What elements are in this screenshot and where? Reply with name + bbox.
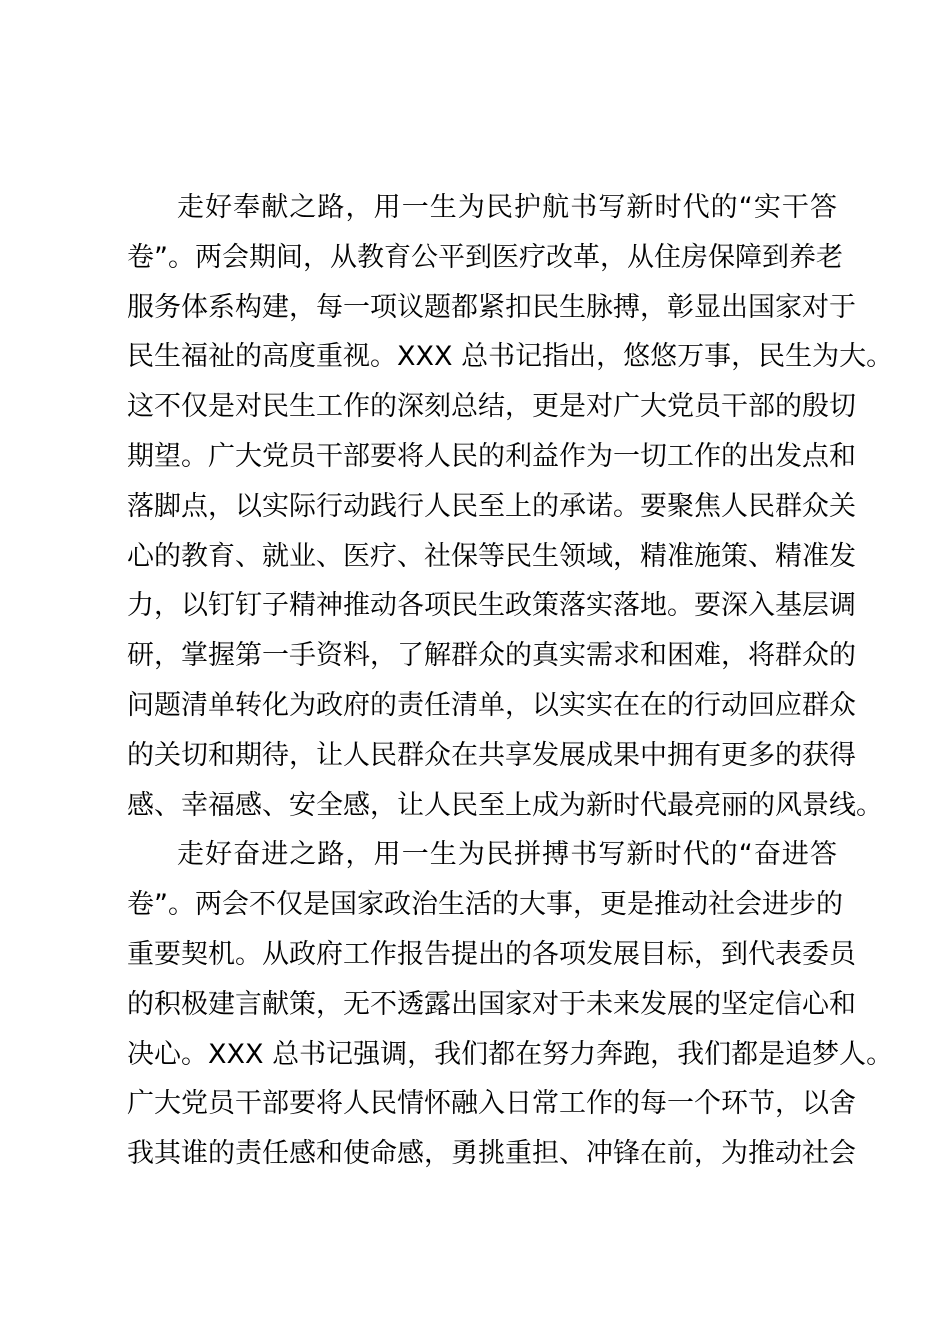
- text-line: 卷”。两会不仅是国家政治生活的大事，更是推动社会进步的: [127, 889, 843, 921]
- text-line: 重要契机。从政府工作报告提出的各项发展目标，到代表委员: [127, 938, 856, 970]
- text-line: 这不仅是对民生工作的深刻总结，更是对广大党员干部的殷切: [127, 391, 856, 423]
- paragraph-1: [127, 183, 894, 830]
- text-line: 落脚点，以实际行动践行人民至上的承诺。要聚焦人民群众关: [127, 490, 856, 522]
- body-text: [127, 183, 894, 1179]
- text-line: 力，以钉钉子精神推动各项民生政策落实落地。要深入基层调: [127, 590, 856, 622]
- text-line: 卷”。两会期间，从教育公平到医疗改革，从住房保障到养老: [127, 241, 843, 273]
- text-line: 感、幸福感、安全感，让人民至上成为新时代最亮丽的风景线。: [127, 789, 883, 821]
- paragraph-2: [127, 830, 894, 1179]
- text-line: 服务体系构建，每一项议题都紧扣民生脉搏，彰显出国家对于: [127, 291, 856, 323]
- text-line: 问题清单转化为政府的责任清单，以实实在在的行动回应群众: [127, 689, 856, 721]
- text-line: 走好奉献之路，用一生为民护航书写新时代的“实干答: [177, 192, 837, 223]
- text-line: 决心。XXX 总书记强调，我们都在努力奔跑，我们都是追梦人。: [127, 1038, 894, 1070]
- text-line: 广大党员干部要将人民情怀融入日常工作的每一个环节，以舍: [127, 1088, 856, 1120]
- text-line: 走好奋进之路，用一生为民拼搏书写新时代的“奋进答: [177, 839, 837, 871]
- text-line: 研，掌握第一手资料，了解群众的真实需求和困难，将群众的: [127, 640, 856, 672]
- text-line: 民生福祉的高度重视。XXX 总书记指出，悠悠万事，民生为大。: [127, 341, 894, 373]
- text-line: 心的教育、就业、医疗、社保等民生领域，精准施策、精准发: [127, 540, 856, 572]
- text-line: 的关切和期待，让人民群众在共享发展成果中拥有更多的获得: [127, 739, 856, 771]
- text-line: 的积极建言献策，无不透露出国家对于未来发展的坚定信心和: [127, 988, 856, 1020]
- text-line: 期望。广大党员干部要将人民的利益作为一切工作的出发点和: [127, 440, 856, 472]
- text-line: 我其谁的责任感和使命感，勇挑重担、冲锋在前，为推动社会: [127, 1138, 856, 1170]
